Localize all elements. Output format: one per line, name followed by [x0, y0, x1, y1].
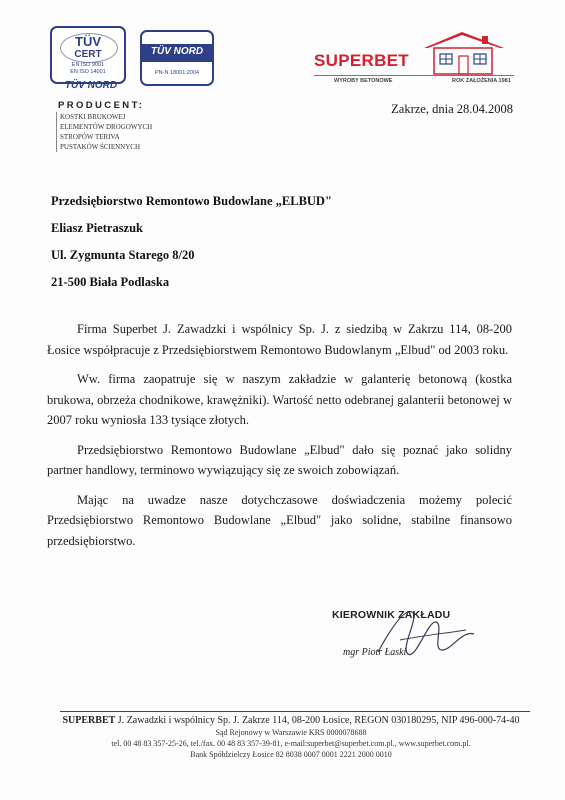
letter-footer	[36, 714, 546, 760]
tuv-cert-iso-a: EN ISO 9001	[71, 62, 105, 68]
tuv-cert-line2: CERT	[74, 49, 102, 60]
producent-title: PRODUCENT:	[58, 100, 145, 111]
superbet-logo	[314, 30, 514, 94]
tuv-cert-line1: TÜV	[75, 34, 101, 49]
brand-name: SUPERBET	[314, 51, 409, 70]
addressee-person: Eliasz Pietraszuk	[51, 221, 144, 235]
tuv-nord-standard: PN-N 18001:2004	[154, 70, 200, 76]
addressee-block	[51, 188, 332, 296]
addressee-street: Ul. Zygmunta Starego 8/20	[51, 248, 195, 262]
brand-rule	[314, 75, 514, 76]
addressee-company: Przedsiębiorstwo Remontowo Budowlane „ELBUD"	[51, 194, 332, 208]
signature-name: mgr Piotr Łaski	[343, 647, 407, 658]
tuv-cert-logo	[50, 26, 126, 84]
producent-list	[56, 112, 152, 152]
addressee-city: 21-500 Biała Podlaska	[51, 275, 170, 289]
producent-item: ELEMENTÓW DROGOWYCH	[60, 123, 153, 131]
body-paragraph: Mając na uwadze nasze dotychczasowe doświadczenia możemy polecić Przedsiębiorstwo Remontowo Budowlane „Elbud" jako solidne, stabilne finansowo przedsiębiorstwo.	[47, 492, 512, 548]
body-paragraph: Przedsiębiorstwo Remontowo Budowlane „Elbud" dało się poznać jako solidny partner handlowy, terminowo wywiązujący się ze swoich zobowiązań.	[47, 442, 512, 477]
producent-item: KOSTKI BRUKOWEJ	[60, 113, 126, 121]
brand-founded: ROK ZAŁOŻENIA 1981	[452, 78, 511, 84]
footer-rule	[60, 711, 530, 712]
footer-contact: tel. 00 48 83 357-25-26, tel./fax. 00 48 83 357-39-81, e-mail:superbet@superbet.com.pl., www.superbet.com.pl.	[111, 739, 471, 748]
footer-bank: Bank Spółdzielczy Łosice 82 8038 0007 0001 2221 2000 0010	[190, 750, 392, 759]
tuv-cert-under: TÜV NORD	[64, 80, 118, 91]
brand-subtitle: WYROBY BETONOWE	[334, 78, 393, 84]
producent-item: STROPÓW TERIVA	[60, 133, 120, 141]
body-paragraph: Firma Superbet J. Zawadzki i wspólnicy Sp. J. z siedzibą w Zakrzu 114, 08-200 Łosice współpracuje z Przedsiębiorstwem Remontowo Budowlanym „Elbud" od 2003 roku.	[47, 322, 512, 357]
body-paragraph: Ww. firma zaopatruje się w naszym zakładzie w galanterię betonową (kostka brukowa, obrzeża chodnikowe, krawężniki). Wartość netto odebranej galanterii betonowej w 2007 roku wyniosła 133 tysiące złotych.	[47, 372, 512, 427]
signature-title: KIEROWNIK ZAKŁADU	[332, 609, 451, 621]
footer-company-line	[36, 714, 546, 727]
tuv-nord-logo	[140, 30, 214, 86]
footer-company-bold: SUPERBET	[62, 715, 116, 726]
letter-date: Zakrze, dnia 28.04.2008	[391, 102, 513, 116]
tuv-nord-name: TÜV NORD	[150, 46, 204, 57]
footer-court: Sąd Rejonowy w Warszawie KRS 0000078688	[215, 728, 367, 737]
tuv-cert-iso-b: EN ISO 14001	[70, 69, 106, 75]
footer-company-rest: J. Zawadzki i wspólnicy Sp. J. Zakrze 114, 08-200 Łosice, REGON 030180295, NIP 496-000-74-40	[115, 715, 520, 726]
letter-body	[47, 319, 512, 551]
producent-item: PUSTAKÓW ŚCIENNYCH	[60, 143, 141, 151]
